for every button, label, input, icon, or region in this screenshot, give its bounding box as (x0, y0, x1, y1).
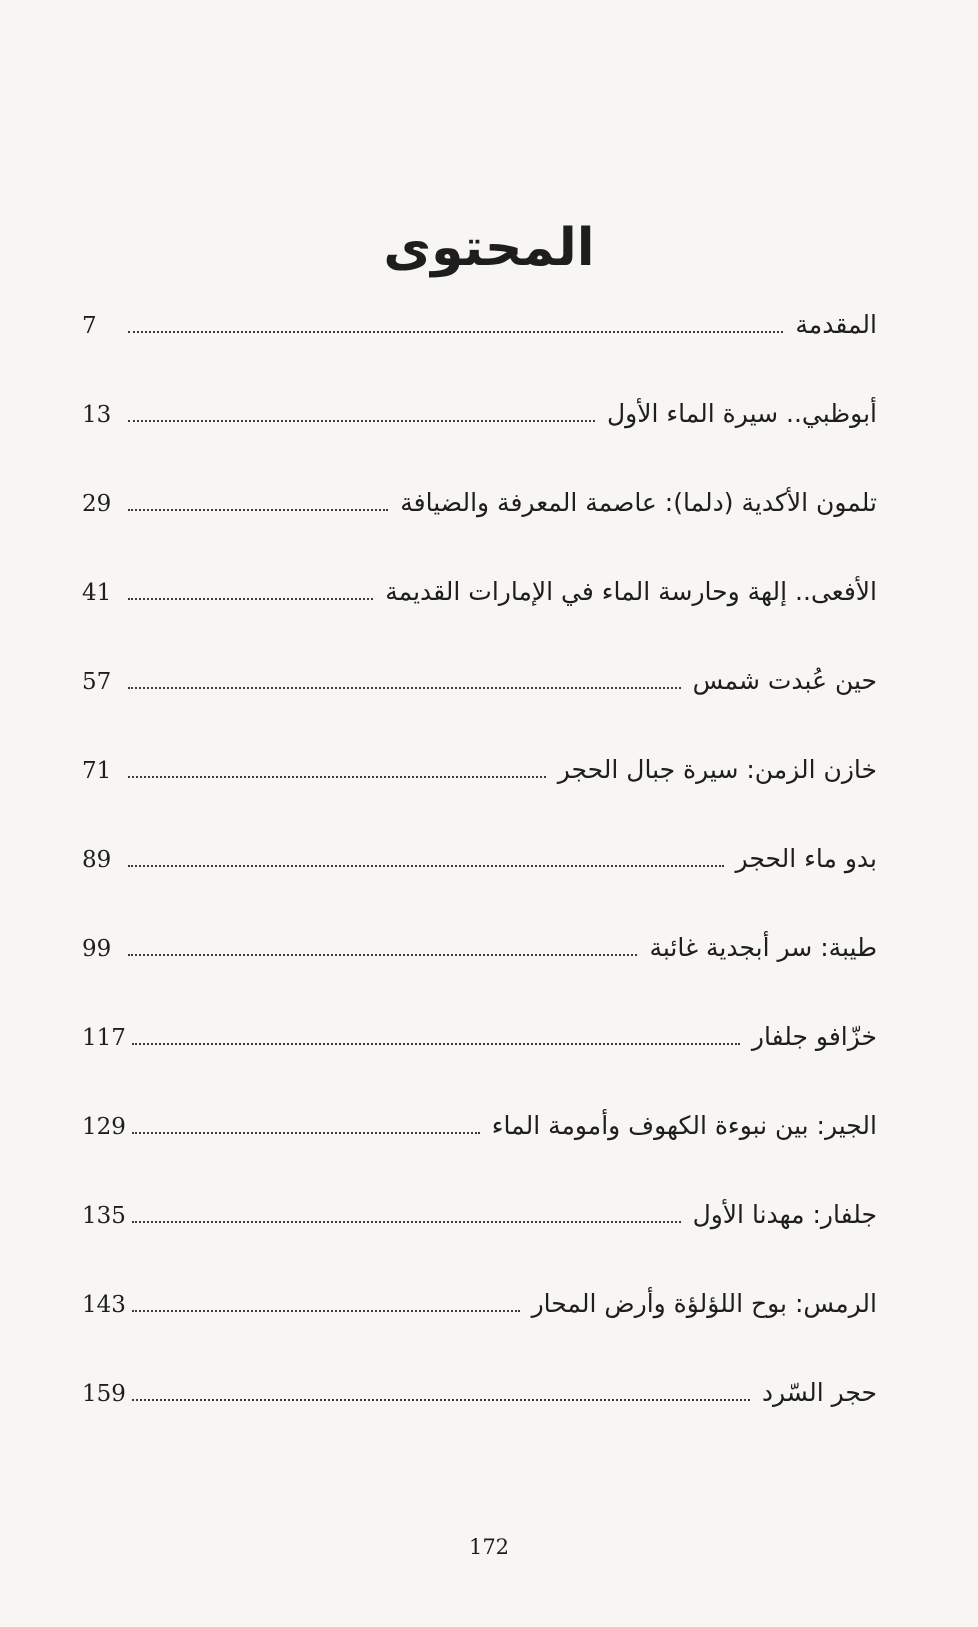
toc-entry-title: تلمون الأكدية (دلما): عاصمة المعرفة والضيافة (400, 488, 877, 517)
toc-entry (82, 310, 877, 399)
toc-entry-title: خازن الزمن: سيرة جبال الحجر (557, 755, 877, 784)
dot-leader (128, 419, 595, 422)
dot-leader (128, 864, 724, 867)
dot-leader (132, 1309, 520, 1312)
toc-entry-page: 29 (82, 491, 112, 517)
page-number: 172 (468, 1535, 510, 1559)
dot-leader (132, 1042, 740, 1045)
table-of-contents (82, 310, 877, 1467)
toc-entry (82, 577, 877, 666)
toc-entry-title: بدو ماء الحجر (735, 844, 877, 873)
dot-leader (128, 597, 373, 600)
toc-entry-page: 7 (82, 313, 97, 339)
dot-leader (128, 330, 783, 333)
toc-entry (82, 399, 877, 488)
toc-entry-page: 13 (82, 402, 112, 428)
toc-entry-page: 159 (82, 1381, 126, 1407)
toc-entry-page: 135 (82, 1203, 126, 1229)
dot-leader (132, 1398, 750, 1401)
toc-entry-page: 117 (82, 1025, 126, 1051)
toc-entry (82, 1111, 877, 1200)
dot-leader (132, 1220, 681, 1223)
dot-leader (128, 508, 388, 511)
toc-entry-page: 143 (82, 1292, 126, 1318)
toc-entry-page: 89 (82, 847, 112, 873)
toc-entry-title: جلفار: مهدنا الأول (692, 1200, 877, 1229)
toc-entry-title: الجير: بين نبوءة الكهوف وأمومة الماء (491, 1111, 877, 1140)
toc-entry-page: 129 (82, 1114, 126, 1140)
toc-entry (82, 1378, 877, 1467)
toc-entry (82, 1289, 877, 1378)
toc-entry-page: 99 (82, 936, 112, 962)
toc-entry-title: حين عُبدت شمس (692, 666, 877, 695)
toc-entry (82, 844, 877, 933)
toc-entry-page: 41 (82, 580, 112, 606)
page-title: المحتوى (383, 218, 595, 278)
dot-leader (132, 1131, 480, 1134)
toc-entry (82, 933, 877, 1022)
toc-entry-page: 57 (82, 669, 112, 695)
toc-entry (82, 666, 877, 755)
toc-entry-page: 71 (82, 758, 112, 784)
toc-entry-title: الرمس: بوح اللؤلؤة وأرض المحار (531, 1289, 877, 1318)
dot-leader (128, 953, 637, 956)
toc-entry-title: خزّافو جلفار (751, 1022, 877, 1051)
dot-leader (128, 775, 546, 778)
toc-entry-title: حجر السّرد (761, 1378, 877, 1407)
toc-entry-title: المقدمة (795, 310, 877, 339)
toc-entry-title: الأفعى.. إلهة وحارسة الماء في الإمارات القديمة (385, 577, 877, 606)
toc-entry-title: أبوظبي.. سيرة الماء الأول (606, 399, 877, 428)
toc-entry (82, 488, 877, 577)
toc-entry (82, 755, 877, 844)
toc-entry (82, 1022, 877, 1111)
toc-entry (82, 1200, 877, 1289)
dot-leader (128, 686, 681, 689)
toc-entry-title: طيبة: سر أبجدية غائبة (649, 933, 877, 962)
